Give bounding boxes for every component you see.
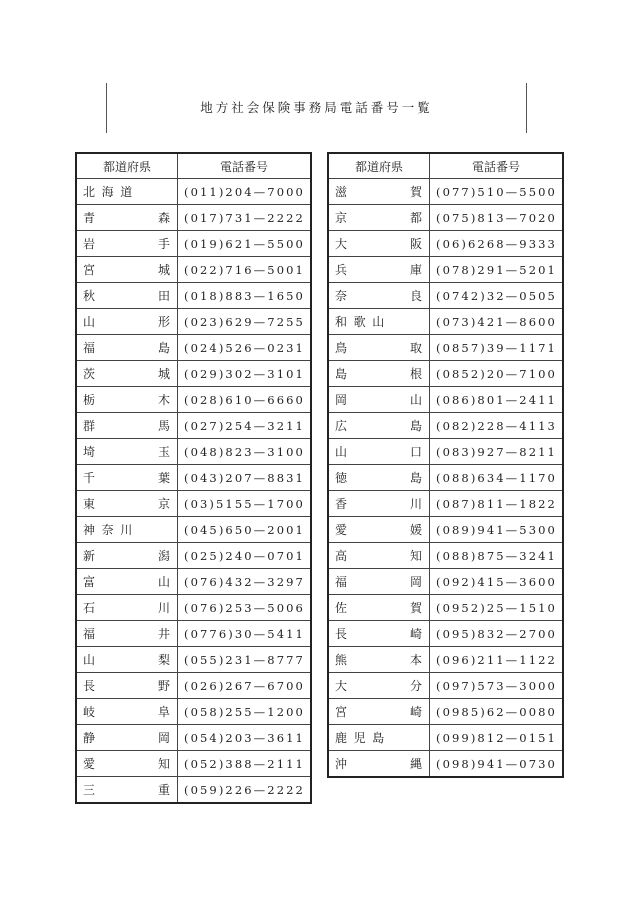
table-row xyxy=(76,751,311,777)
phone-number: (043)207—8831 xyxy=(178,465,312,491)
phone-number: (023)629—7255 xyxy=(178,309,312,335)
table-row xyxy=(76,517,311,543)
prefecture-cell xyxy=(76,283,178,309)
phone-number: (059)226—2222 xyxy=(178,777,312,804)
prefecture-name: 大 分 xyxy=(335,679,422,693)
prefecture-name: 山 形 xyxy=(83,315,170,329)
phone-number: (095)832—2700 xyxy=(430,621,564,647)
prefecture-name: 静 岡 xyxy=(83,731,170,745)
prefecture-name: 愛 媛 xyxy=(335,523,422,537)
prefecture-cell xyxy=(328,439,430,465)
table-row xyxy=(76,257,311,283)
prefecture-name: 滋 賀 xyxy=(335,185,422,199)
prefecture-cell xyxy=(76,647,178,673)
prefecture-cell xyxy=(76,439,178,465)
phone-number: (018)883—1650 xyxy=(178,283,312,309)
prefecture-name: 長 野 xyxy=(83,679,170,693)
table-row xyxy=(328,725,563,751)
prefecture-cell xyxy=(328,361,430,387)
prefecture-cell xyxy=(76,387,178,413)
prefecture-name: 石 川 xyxy=(83,601,170,615)
table-row xyxy=(76,231,311,257)
table-row xyxy=(76,465,311,491)
prefecture-name: 三 重 xyxy=(83,783,170,797)
table-row xyxy=(328,595,563,621)
prefecture-cell xyxy=(76,335,178,361)
prefecture-cell xyxy=(328,491,430,517)
table-row xyxy=(328,543,563,569)
table-row xyxy=(76,439,311,465)
prefecture-cell xyxy=(328,543,430,569)
phone-number: (092)415—3600 xyxy=(430,569,564,595)
prefecture-cell xyxy=(328,647,430,673)
prefecture-cell xyxy=(76,595,178,621)
prefecture-name: 新 潟 xyxy=(83,549,170,563)
table-row xyxy=(328,569,563,595)
table-row xyxy=(76,335,311,361)
phone-number: (097)573—3000 xyxy=(430,673,564,699)
phone-number: (077)510—5500 xyxy=(430,179,564,205)
prefecture-name: 佐 賀 xyxy=(335,601,422,615)
phone-number: (019)621—5500 xyxy=(178,231,312,257)
prefecture-name: 島 根 xyxy=(335,367,422,381)
table-row xyxy=(76,647,311,673)
phone-number: (0985)62—0080 xyxy=(430,699,564,725)
prefecture-name: 鳥 取 xyxy=(335,341,422,355)
phone-number: (075)813—7020 xyxy=(430,205,564,231)
table-row xyxy=(328,673,563,699)
prefecture-cell xyxy=(76,569,178,595)
table-row xyxy=(328,361,563,387)
phone-number: (03)5155—1700 xyxy=(178,491,312,517)
prefecture-name: 徳 島 xyxy=(335,471,422,485)
phone-number: (087)811—1822 xyxy=(430,491,564,517)
table-row xyxy=(328,621,563,647)
prefecture-name: 山 梨 xyxy=(83,653,170,667)
phone-number: (096)211—1122 xyxy=(430,647,564,673)
phone-number: (0776)30—5411 xyxy=(178,621,312,647)
table-row xyxy=(76,569,311,595)
prefecture-name: 広 島 xyxy=(335,419,422,433)
table-row xyxy=(76,387,311,413)
prefecture-name: 宮 崎 xyxy=(335,705,422,719)
header-phone: 電話番号 xyxy=(430,153,564,179)
prefecture-name: 長 崎 xyxy=(335,627,422,641)
prefecture-cell xyxy=(328,205,430,231)
table-row xyxy=(76,621,311,647)
prefecture-name: 大 阪 xyxy=(335,237,422,251)
prefecture-cell xyxy=(76,777,178,804)
header-phone: 電話番号 xyxy=(178,153,312,179)
prefecture-cell xyxy=(76,517,178,543)
table-row xyxy=(328,439,563,465)
prefecture-cell xyxy=(328,387,430,413)
phone-number: (083)927—8211 xyxy=(430,439,564,465)
table-row xyxy=(328,465,563,491)
table-row xyxy=(328,413,563,439)
table-row xyxy=(76,543,311,569)
table-row xyxy=(328,205,563,231)
table-row xyxy=(76,673,311,699)
phone-number: (078)291—5201 xyxy=(430,257,564,283)
prefecture-name: 山 口 xyxy=(335,445,422,459)
table-row xyxy=(328,699,563,725)
prefecture-name: 奈 良 xyxy=(335,289,422,303)
phone-number: (082)228—4113 xyxy=(430,413,564,439)
prefecture-name: 宮 城 xyxy=(83,263,170,277)
prefecture-name: 千 葉 xyxy=(83,471,170,485)
table-row xyxy=(76,699,311,725)
prefecture-cell xyxy=(76,465,178,491)
phone-number: (027)254—3211 xyxy=(178,413,312,439)
prefecture-name: 京 都 xyxy=(335,211,422,225)
prefecture-name: 岩 手 xyxy=(83,237,170,251)
prefecture-cell xyxy=(76,621,178,647)
phone-number: (024)526—0231 xyxy=(178,335,312,361)
prefecture-name: 愛 知 xyxy=(83,757,170,771)
prefecture-name: 神奈川 xyxy=(83,523,139,537)
phone-number: (048)823—3100 xyxy=(178,439,312,465)
table-row xyxy=(76,309,311,335)
prefecture-name: 沖 縄 xyxy=(335,757,422,771)
prefecture-cell xyxy=(328,621,430,647)
prefecture-name: 高 知 xyxy=(335,549,422,563)
header-prefecture: 都道府県 xyxy=(76,153,178,179)
prefecture-name: 鹿児島 xyxy=(335,731,391,745)
prefecture-cell xyxy=(76,491,178,517)
prefecture-cell xyxy=(328,569,430,595)
prefecture-cell xyxy=(76,257,178,283)
phone-number: (045)650—2001 xyxy=(178,517,312,543)
table-header-row xyxy=(328,153,563,179)
prefecture-name: 兵 庫 xyxy=(335,263,422,277)
table-row xyxy=(76,283,311,309)
prefecture-cell xyxy=(76,205,178,231)
table-row xyxy=(76,413,311,439)
phone-number: (098)941—0730 xyxy=(430,751,564,778)
table-row xyxy=(328,179,563,205)
prefecture-name: 青 森 xyxy=(83,211,170,225)
prefecture-cell xyxy=(328,725,430,751)
table-row xyxy=(328,387,563,413)
table-row xyxy=(328,309,563,335)
phone-number: (099)812—0151 xyxy=(430,725,564,751)
phone-number: (088)634—1170 xyxy=(430,465,564,491)
table-row xyxy=(328,257,563,283)
table-row xyxy=(76,205,311,231)
prefecture-cell xyxy=(76,725,178,751)
table-header-row xyxy=(76,153,311,179)
prefecture-cell xyxy=(76,413,178,439)
prefecture-cell xyxy=(328,751,430,778)
prefecture-cell xyxy=(328,335,430,361)
prefecture-cell xyxy=(328,309,430,335)
table-row xyxy=(76,491,311,517)
prefecture-cell xyxy=(328,179,430,205)
prefecture-cell xyxy=(328,595,430,621)
table-row xyxy=(328,283,563,309)
phone-number: (055)231—8777 xyxy=(178,647,312,673)
phone-number: (025)240—0701 xyxy=(178,543,312,569)
phone-number: (017)731—2222 xyxy=(178,205,312,231)
phone-number: (0857)39—1171 xyxy=(430,335,564,361)
prefecture-cell xyxy=(328,673,430,699)
prefecture-name: 東 京 xyxy=(83,497,170,511)
phone-number: (076)253—5006 xyxy=(178,595,312,621)
prefecture-name: 群 馬 xyxy=(83,419,170,433)
prefecture-cell xyxy=(76,179,178,205)
phone-table-right xyxy=(327,152,564,778)
prefecture-name: 福 井 xyxy=(83,627,170,641)
prefecture-cell xyxy=(328,465,430,491)
phone-number: (088)875—3241 xyxy=(430,543,564,569)
phone-number: (029)302—3101 xyxy=(178,361,312,387)
table-row xyxy=(328,231,563,257)
phone-number: (076)432—3297 xyxy=(178,569,312,595)
prefecture-cell xyxy=(76,543,178,569)
table-row xyxy=(76,179,311,205)
phone-number: (058)255—1200 xyxy=(178,699,312,725)
prefecture-name: 熊 本 xyxy=(335,653,422,667)
prefecture-name: 茨 城 xyxy=(83,367,170,381)
prefecture-cell xyxy=(328,283,430,309)
phone-number: (011)204—7000 xyxy=(178,179,312,205)
prefecture-cell xyxy=(328,231,430,257)
phone-number: (022)716—5001 xyxy=(178,257,312,283)
table-row xyxy=(76,725,311,751)
prefecture-name: 香 川 xyxy=(335,497,422,511)
prefecture-cell xyxy=(76,699,178,725)
phone-number: (0742)32—0505 xyxy=(430,283,564,309)
table-row xyxy=(328,335,563,361)
phone-number: (054)203—3611 xyxy=(178,725,312,751)
prefecture-name: 福 岡 xyxy=(335,575,422,589)
table-row xyxy=(76,361,311,387)
prefecture-cell xyxy=(328,699,430,725)
phone-number: (0952)25—1510 xyxy=(430,595,564,621)
page-title: 地方社会保険事務局電話番号一覧 xyxy=(200,100,433,115)
phone-number: (028)610—6660 xyxy=(178,387,312,413)
phone-table-left xyxy=(75,152,312,804)
table-row xyxy=(76,595,311,621)
phone-number: (073)421—8600 xyxy=(430,309,564,335)
prefecture-cell xyxy=(328,413,430,439)
prefecture-cell xyxy=(76,231,178,257)
prefecture-name: 富 山 xyxy=(83,575,170,589)
prefecture-cell xyxy=(76,673,178,699)
prefecture-name: 栃 木 xyxy=(83,393,170,407)
table-row xyxy=(328,751,563,778)
prefecture-name: 北海道 xyxy=(83,185,139,199)
phone-number: (06)6268—9333 xyxy=(430,231,564,257)
table-row xyxy=(76,777,311,804)
prefecture-cell xyxy=(328,257,430,283)
table-row xyxy=(328,647,563,673)
prefecture-name: 埼 玉 xyxy=(83,445,170,459)
table-row xyxy=(328,517,563,543)
prefecture-name: 福 島 xyxy=(83,341,170,355)
prefecture-name: 岐 阜 xyxy=(83,705,170,719)
phone-number: (052)388—2111 xyxy=(178,751,312,777)
prefecture-name: 秋 田 xyxy=(83,289,170,303)
prefecture-cell xyxy=(76,751,178,777)
prefecture-name: 岡 山 xyxy=(335,393,422,407)
prefecture-cell xyxy=(76,309,178,335)
table-row xyxy=(328,491,563,517)
phone-number: (089)941—5300 xyxy=(430,517,564,543)
prefecture-name: 和歌山 xyxy=(335,315,391,329)
phone-number: (026)267—6700 xyxy=(178,673,312,699)
prefecture-cell xyxy=(328,517,430,543)
phone-number: (086)801—2411 xyxy=(430,387,564,413)
header-prefecture: 都道府県 xyxy=(328,153,430,179)
phone-number: (0852)20—7100 xyxy=(430,361,564,387)
prefecture-cell xyxy=(76,361,178,387)
